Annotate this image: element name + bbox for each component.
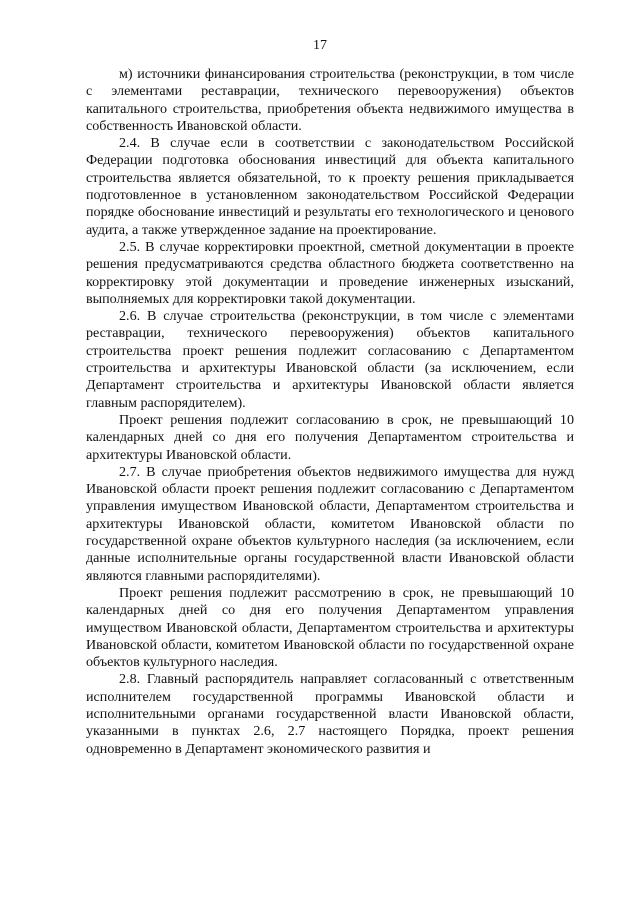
paragraph-2-8: 2.8. Главный распорядитель направляет согласованный с ответственным исполнителем государственной программы Ивановской области и исполнительными органами государственной власти Ивановской области, указанными в пунктах 2.6, 2.7 настоящего Порядка, проект решения одновременно в Департамент экономического развития и: [86, 671, 574, 757]
paragraph-2-6-term: Проект решения подлежит согласованию в срок, не превышающий 10 календарных дней со дня его получения Департаментом строительства и архитектуры Ивановской области.: [86, 411, 574, 463]
page-number: 17: [313, 38, 327, 53]
paragraph-2-7: 2.7. В случае приобретения объектов недвижимого имущества для нужд Ивановской области проект решения подлежит согласованию с Департаментом управления имуществом Ивановской области, Департаментом строительства и архитектуры Ивановской области, комитетом Ивановской области по государственной охране объектов культурного наследия (за исключением, если данные исполнительные органы государственной власти Ивановской области являются главными распорядителями).: [86, 463, 574, 584]
paragraph-2-6: 2.6. В случае строительства (реконструкции, в том числе с элементами реставрации, технического перевооружения) объектов капитального строительства проект решения подлежит согласованию с Департаментом строительства и архитектуры Ивановской области (за исключением, если Департамент строительства и архитектуры Ивановской области является главным распорядителем).: [86, 308, 574, 411]
document-body: [86, 66, 574, 758]
paragraph-2-7-term: Проект решения подлежит рассмотрению в срок, не превышающий 10 календарных дней со дня его получения Департаментом управления имуществом Ивановской области, Департаментом строительства и архитектуры Ивановской области, комитетом Ивановской области по государственной охране объектов культурного наследия.: [86, 584, 574, 671]
paragraph-2-5: 2.5. В случае корректировки проектной, сметной документации в проекте решения предусматриваются средства областного бюджета соответственно на корректировку этой документации и проведение инженерных изысканий, выполняемых для корректировки такой документации.: [86, 238, 574, 307]
paragraph-funding-sources: м) источники финансирования строительства (реконструкции, в том числе с элементами реставрации, технического перевооружения) объектов капитального строительства, приобретения объекта недвижимого имущества в собственность Ивановской области.: [86, 66, 574, 134]
paragraph-2-4: 2.4. В случае если в соответствии с законодательством Российской Федерации подготовка обоснования инвестиций для объекта капитального строительства является обязательной, то к проекту решения прикладывается подготовленное в установленном законодательством Российской Федерации порядке обоснование инвестиций и результаты его технологического и ценового аудита, а также утвержденное задание на проектирование.: [86, 135, 574, 238]
